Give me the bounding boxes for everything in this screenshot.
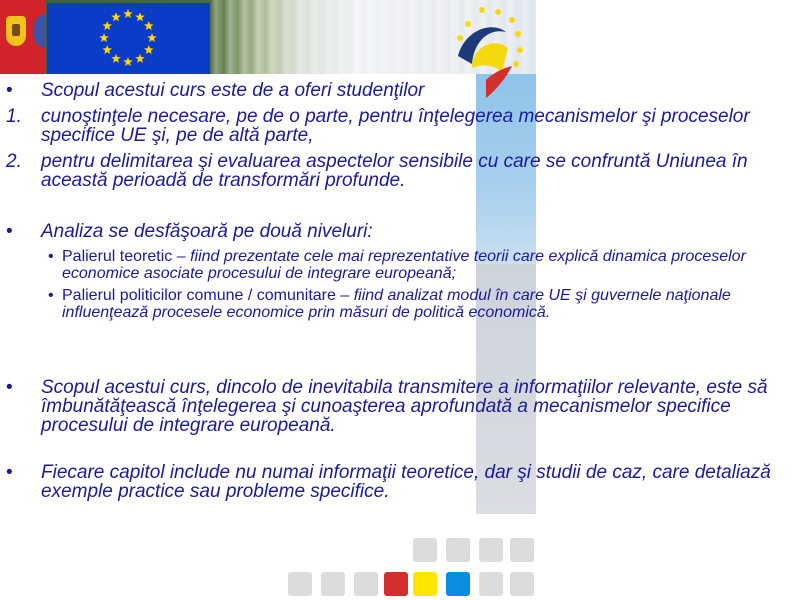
bullet-marker: • bbox=[6, 462, 13, 483]
sub-bullet-marker: • bbox=[48, 287, 54, 304]
analysis-text: Analiza se desfăşoară pe două niveluri: bbox=[41, 221, 373, 242]
bullet-marker: • bbox=[6, 80, 13, 101]
decorative-square bbox=[321, 572, 345, 596]
sub-bullet-lead: Palierul teoretic bbox=[62, 248, 173, 265]
bullet-marker: • bbox=[6, 221, 13, 242]
intro-text: Scopul acestui curs este de a oferi studenţilor bbox=[41, 80, 425, 101]
decorative-square bbox=[479, 538, 503, 562]
bullet-marker: • bbox=[6, 377, 13, 398]
decorative-square bbox=[479, 572, 503, 596]
sub-bullet-text bbox=[62, 248, 762, 282]
decorative-square bbox=[288, 572, 312, 596]
sub-bullet-body: – fiind prezentate cele mai reprezentative teorii care explică dinamica proceselor economice asociate procesului de integrare europeană; bbox=[62, 248, 746, 282]
decorative-square bbox=[510, 572, 534, 596]
number-marker: 1. bbox=[6, 106, 22, 127]
number-marker: 2. bbox=[6, 151, 22, 172]
decorative-square bbox=[413, 572, 437, 596]
decorative-square bbox=[384, 572, 408, 596]
scope-text: Scopul acestui curs, dincolo de inevitabila transmitere a informaţiilor relevante, este să îmbunătăţească înţelegerea şi cunoaşterea aprofundată a mecanismelor specifice procesului de integrare europeană. bbox=[41, 377, 768, 436]
numbered-text: pentru delimitarea şi evaluarea aspectelor sensibile cu care se confruntă Uniunea în această perioadă de transformări profunde. bbox=[41, 151, 748, 191]
sub-bullet-text bbox=[62, 287, 762, 321]
sub-bullet-marker: • bbox=[48, 248, 54, 265]
sub-bullet-body: – fiind analizat modul în care UE şi guvernele naţionale influenţează procesele economice prin măsuri de politică economică. bbox=[62, 287, 731, 321]
sub-bullet-lead: Palierul politicilor comune / comunitare bbox=[62, 287, 336, 304]
decorative-square bbox=[446, 538, 470, 562]
decorative-square bbox=[446, 572, 470, 596]
decorative-square bbox=[510, 538, 534, 562]
numbered-text: cunoştinţele necesare, pe de o parte, pentru înţelegerea mecanismelor şi proceselor specifice UE şi, pe de altă parte, bbox=[41, 106, 750, 146]
decorative-square bbox=[413, 538, 437, 562]
chapter-text: Fiecare capitol include nu numai informaţii teoretice, dar şi studii de caz, care detaliază exemple practice sau probleme specifice. bbox=[41, 462, 771, 502]
decorative-square bbox=[354, 572, 378, 596]
